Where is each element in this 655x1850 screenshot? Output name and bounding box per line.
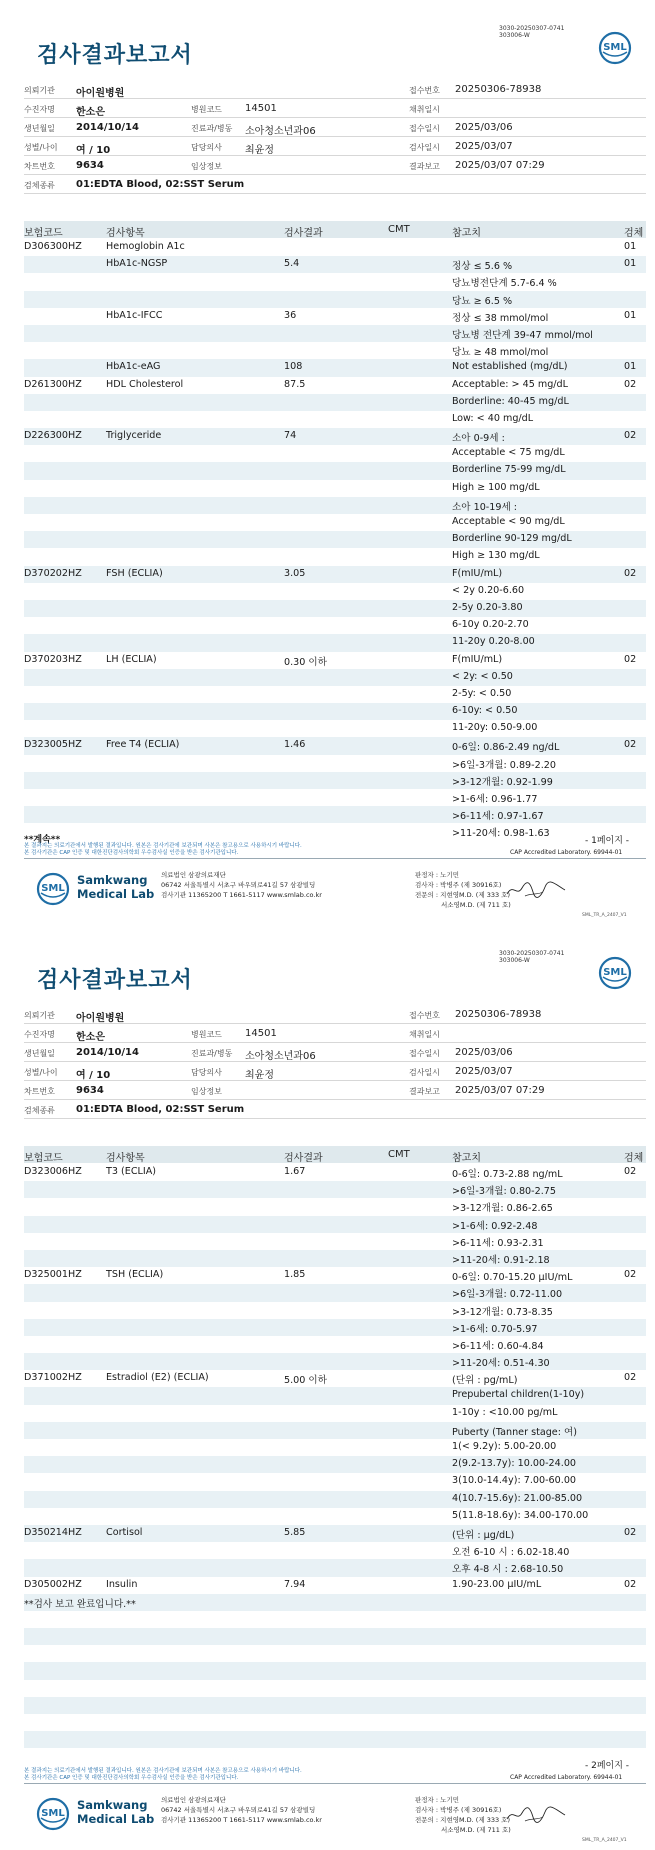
signers-list: 판정자 : 노기민 검사자 : 박병주 (제 30916호) 전문의 : 지현영M.D. (제 333 호) 서소영M.D. (제 711 호)	[415, 871, 511, 909]
table-row	[24, 1594, 646, 1611]
test-name: HbA1c-IFCC	[106, 309, 163, 321]
table-row	[24, 548, 646, 565]
reference-range: Borderline 90-129 mg/dL	[452, 533, 572, 545]
test-name: Free T4 (ECLIA)	[106, 739, 180, 751]
svg-text:SML: SML	[41, 1808, 65, 1819]
insurance-code: D371002HZ	[24, 1372, 82, 1384]
table-row	[24, 308, 646, 325]
test-result: 7.94	[284, 1578, 306, 1590]
insurance-code: D323005HZ	[24, 739, 82, 751]
reference-range: >6-11세: 0.93-2.31	[452, 1237, 544, 1249]
sml-logo-icon	[598, 956, 632, 990]
footer-divider	[24, 1783, 646, 1784]
reference-range: < 2y: < 0.50	[452, 670, 513, 682]
reference-range: High ≥ 100 mg/dL	[452, 481, 540, 493]
reference-range: 당뇨 ≥ 6.5 %	[452, 295, 513, 307]
form-version: SML_TR_A_2407_V1	[582, 913, 627, 918]
svg-text:SML: SML	[41, 883, 65, 894]
table-row	[24, 1336, 646, 1353]
patient-info-row: 수진자명 한소은 병원코드 14501 채취일시	[24, 99, 646, 118]
table-row	[24, 772, 646, 789]
table-row	[24, 497, 646, 514]
table-row	[24, 1748, 646, 1765]
table-row	[24, 806, 646, 823]
svg-text:SML: SML	[603, 42, 627, 53]
table-row	[24, 1491, 646, 1508]
specimen-code: 02	[624, 653, 637, 665]
table-row	[24, 531, 646, 548]
test-name: HbA1c-eAG	[106, 361, 161, 373]
reference-range: F(mIU/mL)	[452, 567, 503, 579]
table-row	[24, 239, 646, 256]
table-row	[24, 755, 646, 772]
patient-info-row: 생년월일 2014/10/14 진료과/병동 소아청소년과06 접수일시 2025/03/06	[24, 118, 646, 137]
patient-info-row: 성별/나이 여 / 10 담당의사 최윤정 검사일시 2025/03/07	[24, 137, 646, 156]
test-result: 3.05	[284, 567, 306, 579]
reference-range: Prepubertal children(1-10y)	[452, 1389, 585, 1401]
insurance-code: D305002HZ	[24, 1578, 82, 1590]
reference-range: >1-6세: 0.70-5.97	[452, 1323, 538, 1335]
table-row	[24, 1216, 646, 1233]
table-row	[24, 600, 646, 617]
specimen-code: 01	[624, 241, 637, 252]
reference-range: >6-11세: 0.60-4.84	[452, 1340, 544, 1352]
reference-range: Acceptable: > 45 mg/dL	[452, 378, 568, 390]
signers-list: 판정자 : 노기민 검사자 : 박병주 (제 30916호) 전문의 : 지현영M.D. (제 333 호) 서소영M.D. (제 711 호)	[415, 1796, 511, 1834]
svg-text:SML: SML	[603, 967, 627, 978]
reference-range: 0-6일: 0.73-2.88 ng/mL	[452, 1169, 563, 1180]
page-number: - 2페이지 -	[585, 1761, 630, 1771]
reference-range: 1(< 9.2y): 5.00-20.00	[452, 1441, 557, 1452]
reference-range: >11-20세: 0.51-4.30	[452, 1358, 550, 1370]
table-row	[24, 1181, 646, 1198]
test-result: 1.85	[284, 1269, 306, 1281]
table-row	[24, 428, 646, 445]
patient-info-row: 성별/나이 여 / 10 담당의사 최윤정 검사일시 2025/03/07	[24, 1062, 646, 1081]
test-name: LH (ECLIA)	[106, 653, 157, 665]
reference-range: >6-11세: 0.97-1.67	[452, 811, 544, 823]
table-row	[24, 1697, 646, 1714]
reference-range: (단위 : pg/mL)	[452, 1375, 518, 1387]
table-row	[24, 1422, 646, 1439]
specimen-code: 02	[624, 1526, 637, 1538]
reference-range: (단위 : μg/dL)	[452, 1529, 515, 1541]
insurance-code: D226300HZ	[24, 430, 82, 442]
patient-info-row: 의뢰기관 아이원병원 접수번호 20250306-78938	[24, 80, 646, 99]
test-name: TSH (ECLIA)	[106, 1269, 164, 1281]
results-table-header: 보험코드 검사항목 검사결과 CMT 참고치 검체	[24, 1146, 646, 1163]
table-row	[24, 1645, 646, 1662]
table-row	[24, 1473, 646, 1490]
reference-range: 11-20y: 0.50-9.00	[452, 722, 538, 734]
specimen-code: 02	[624, 739, 637, 751]
reference-range: >3-12개월: 0.73-8.35	[452, 1306, 553, 1318]
reference-range: >3-12개월: 0.86-2.65	[452, 1203, 553, 1215]
patient-info-row: 차트번호 9634 임상정보 결과보고 2025/03/07 07:29	[24, 1081, 646, 1100]
test-result: 5.00 이하	[284, 1375, 327, 1387]
table-row	[24, 1525, 646, 1542]
sml-logo-icon	[598, 31, 632, 65]
table-row	[24, 1731, 646, 1748]
patient-info-row: 검체종류 01:EDTA Blood, 02:SST Serum	[24, 175, 646, 194]
test-result: 36	[284, 309, 297, 321]
reference-range: >11-20세: 0.91-2.18	[452, 1254, 550, 1266]
page-title: 검사결과보고서	[37, 968, 193, 993]
reference-range: >11-20세: 0.98-1.63	[452, 828, 550, 840]
table-row	[24, 737, 646, 754]
table-row	[24, 394, 646, 411]
table-row	[24, 377, 646, 394]
insurance-code: D370203HZ	[24, 653, 82, 665]
table-row	[24, 686, 646, 703]
specimen-code: 01	[624, 258, 637, 270]
table-row	[24, 462, 646, 479]
insurance-code: D370202HZ	[24, 567, 82, 579]
lab-brand: Samkwang Medical Lab	[77, 1798, 155, 1826]
test-result: 74	[284, 430, 297, 442]
footer-notice: 본 결과지는 의료기관에서 발행된 결과입니다. 원본은 검사기관에 보관되며 사본은 참고용으로 사용하시기 바랍니다. 본 검사기관은 CAP 인증 및 대한진단검사의학회 우수검사실 인증을 받은 검사기관입니다.	[24, 1768, 302, 1781]
table-row	[24, 1680, 646, 1697]
reference-range: Borderline: 40-45 mg/dL	[452, 395, 569, 407]
table-row	[24, 273, 646, 290]
table-row	[24, 256, 646, 273]
insurance-code: D323006HZ	[24, 1166, 82, 1177]
footer-notice: 본 결과지는 의료기관에서 발행된 결과입니다. 원본은 검사기관에 보관되며 사본은 참고용으로 사용하시기 바랍니다. 본 검사기관은 CAP 인증 및 대한진단검사의학회 우수검사실 인증을 받은 검사기관입니다.	[24, 843, 302, 856]
test-name: Triglyceride	[106, 430, 162, 442]
cap-accreditation: CAP Accredited Laboratory. 69944-01	[510, 1774, 623, 1781]
table-row	[24, 325, 646, 342]
report-page	[0, 925, 655, 1850]
table-row	[24, 1405, 646, 1422]
table-row	[24, 1559, 646, 1576]
continuation-label: **계속**	[24, 835, 61, 845]
patient-info-row: 차트번호 9634 임상정보 결과보고 2025/03/07 07:29	[24, 156, 646, 175]
table-row	[24, 342, 646, 359]
reference-range: Borderline 75-99 mg/dL	[452, 464, 566, 476]
cap-accreditation: CAP Accredited Laboratory. 69944-01	[510, 849, 623, 856]
reference-range: 11-20y 0.20-8.00	[452, 636, 535, 648]
reference-range: 2-5y 0.20-3.80	[452, 601, 523, 613]
reference-range: < 2y 0.20-6.60	[452, 584, 525, 596]
table-row	[24, 1714, 646, 1731]
table-row	[24, 291, 646, 308]
insurance-code: D306300HZ	[24, 241, 82, 252]
reference-range: 소아 10-19세 :	[452, 501, 518, 513]
test-result: 5.85	[284, 1526, 306, 1538]
table-row	[24, 1542, 646, 1559]
patient-info-row: 의뢰기관 아이원병원 접수번호 20250306-78938	[24, 1005, 646, 1024]
table-row	[24, 789, 646, 806]
specimen-code: 02	[624, 1269, 637, 1281]
table-row	[24, 1628, 646, 1645]
table-row	[24, 1284, 646, 1301]
reference-range: >6일-3개월: 0.89-2.20	[452, 759, 556, 771]
reference-range: >6일-3개월: 0.80-2.75	[452, 1186, 556, 1198]
lab-address: 의료법인 삼광의료재단 06742 서울특별시 서초구 바우뫼로41길 57 삼광빌딩 검사기관 11365200 T 1661-5117 www.smlab.co.kr	[161, 871, 322, 899]
specimen-code: 02	[624, 567, 637, 579]
reference-range: 2(9.2-13.7y): 10.00-24.00	[452, 1458, 577, 1470]
reference-range: 6-10y: < 0.50	[452, 705, 518, 717]
test-result: 108	[284, 361, 303, 373]
reference-range: 오후 4-8 시 : 2.68-10.50	[452, 1564, 564, 1576]
patient-info-row: 검체종류 01:EDTA Blood, 02:SST Serum	[24, 1100, 646, 1119]
table-row	[24, 1577, 646, 1594]
reference-range: F(mIU/mL)	[452, 653, 503, 665]
table-row	[24, 669, 646, 686]
reference-range: 5(11.8-18.6y): 34.00-170.00	[452, 1509, 589, 1521]
specimen-code: 02	[624, 378, 637, 390]
patient-info	[24, 80, 646, 194]
table-row	[24, 1198, 646, 1215]
reference-range: >1-6세: 0.96-1.77	[452, 794, 538, 805]
reference-range: 정상 ≤ 38 mmol/mol	[452, 312, 549, 324]
insurance-code: D350214HZ	[24, 1526, 82, 1538]
table-row	[24, 1319, 646, 1336]
reference-range: 1-10y : <10.00 pg/mL	[452, 1406, 558, 1418]
table-row	[24, 1439, 646, 1456]
table-row	[24, 1370, 646, 1387]
test-result: 5.4	[284, 258, 300, 270]
table-row	[24, 1662, 646, 1679]
reference-range: High ≥ 130 mg/dL	[452, 550, 540, 562]
test-name: HDL Cholesterol	[106, 378, 184, 390]
reference-range: 4(10.7-15.6y): 21.00-85.00	[452, 1492, 583, 1504]
test-name: FSH (ECLIA)	[106, 567, 163, 579]
reference-range: >6일-3개월: 0.72-11.00	[452, 1289, 563, 1301]
specimen-code: 02	[624, 1166, 637, 1177]
reference-range: 3(10.0-14.4y): 7.00-60.00	[452, 1475, 577, 1487]
reference-range: Low: < 40 mg/dL	[452, 412, 534, 424]
table-row	[24, 411, 646, 428]
specimen-code: 02	[624, 430, 637, 442]
reference-range: 6-10y 0.20-2.70	[452, 619, 529, 631]
insurance-code: **검사 보고 완료입니다.**	[24, 1598, 136, 1610]
test-name: HbA1c-NGSP	[106, 258, 168, 270]
test-result: 1.46	[284, 739, 306, 751]
results-table	[24, 1164, 646, 1766]
document-code: 3030-20250307-0741 303006-W	[499, 950, 565, 964]
table-row	[24, 1250, 646, 1267]
test-name: T3 (ECLIA)	[106, 1166, 156, 1177]
reference-range: >3-12개월: 0.92-1.99	[452, 776, 553, 788]
reference-range: 당뇨병 전단계 39-47 mmol/mol	[452, 329, 593, 341]
handwritten-signature	[505, 879, 567, 901]
patient-info	[24, 1005, 646, 1119]
reference-range: 0-6일: 0.86-2.49 ng/dL	[452, 742, 560, 754]
reference-range: Not established (mg/dL)	[452, 361, 568, 373]
specimen-code: 01	[624, 309, 637, 321]
page-number: - 1페이지 -	[585, 836, 630, 846]
reference-range: 소아 0-9세 :	[452, 433, 505, 445]
table-row	[24, 1267, 646, 1284]
patient-info-row: 수진자명 한소은 병원코드 14501 채취일시	[24, 1024, 646, 1043]
table-row	[24, 480, 646, 497]
insurance-code: D261300HZ	[24, 378, 82, 390]
results-table-header: 보험코드 검사항목 검사결과 CMT 참고치 검체	[24, 221, 646, 238]
reference-range: 당뇨 ≥ 48 mmol/mol	[452, 347, 549, 359]
test-name: Estradiol (E2) (ECLIA)	[106, 1372, 209, 1384]
table-row	[24, 1353, 646, 1370]
handwritten-signature	[505, 1804, 567, 1826]
reference-range: Acceptable < 90 mg/dL	[452, 516, 565, 527]
test-name: Hemoglobin A1c	[106, 241, 185, 252]
results-table	[24, 239, 646, 841]
table-row	[24, 617, 646, 634]
patient-info-row: 생년월일 2014/10/14 진료과/병동 소아청소년과06 접수일시 2025/03/06	[24, 1043, 646, 1062]
table-row	[24, 1611, 646, 1628]
table-row	[24, 720, 646, 737]
table-row	[24, 823, 646, 840]
table-row	[24, 1164, 646, 1181]
table-row	[24, 1233, 646, 1250]
reference-range: 정상 ≤ 5.6 %	[452, 261, 513, 273]
lab-address: 의료법인 삼광의료재단 06742 서울특별시 서초구 바우뫼로41길 57 삼광빌딩 검사기관 11365200 T 1661-5117 www.smlab.co.kr	[161, 1796, 322, 1824]
page-title: 검사결과보고서	[37, 43, 193, 68]
table-row	[24, 1387, 646, 1404]
reference-range: 0-6일: 0.70-15.20 μIU/mL	[452, 1272, 573, 1284]
reference-range: 당뇨병전단계 5.7-6.4 %	[452, 278, 557, 290]
reference-range: 오전 6-10 시 : 6.02-18.40	[452, 1547, 570, 1559]
sml-logo-icon	[36, 872, 70, 906]
reference-range: >1-6세: 0.92-2.48	[452, 1220, 538, 1232]
table-row	[24, 1302, 646, 1319]
test-result: 0.30 이하	[284, 656, 327, 668]
table-row	[24, 703, 646, 720]
reference-range: 1.90-23.00 μIU/mL	[452, 1578, 542, 1590]
test-name: Insulin	[106, 1578, 138, 1590]
document-code: 3030-20250307-0741 303006-W	[499, 25, 565, 39]
table-row	[24, 1456, 646, 1473]
specimen-code: 02	[624, 1578, 637, 1590]
lab-brand: Samkwang Medical Lab	[77, 873, 155, 901]
test-result: 1.67	[284, 1166, 306, 1177]
footer-divider	[24, 858, 646, 859]
test-result: 87.5	[284, 378, 306, 390]
table-row	[24, 1508, 646, 1525]
test-name: Cortisol	[106, 1526, 143, 1538]
table-row	[24, 566, 646, 583]
table-row	[24, 652, 646, 669]
table-row	[24, 359, 646, 376]
reference-range: Acceptable < 75 mg/dL	[452, 447, 565, 459]
form-version: SML_TR_A_2407_V1	[582, 1838, 627, 1843]
reference-range: 2-5y: < 0.50	[452, 687, 512, 699]
specimen-code: 02	[624, 1372, 637, 1384]
insurance-code: D325001HZ	[24, 1269, 82, 1281]
table-row	[24, 634, 646, 651]
table-row	[24, 514, 646, 531]
sml-logo-icon	[36, 1797, 70, 1831]
reference-range: Puberty (Tanner stage: 여)	[452, 1426, 577, 1438]
table-row	[24, 583, 646, 600]
specimen-code: 01	[624, 361, 637, 373]
table-row	[24, 445, 646, 462]
